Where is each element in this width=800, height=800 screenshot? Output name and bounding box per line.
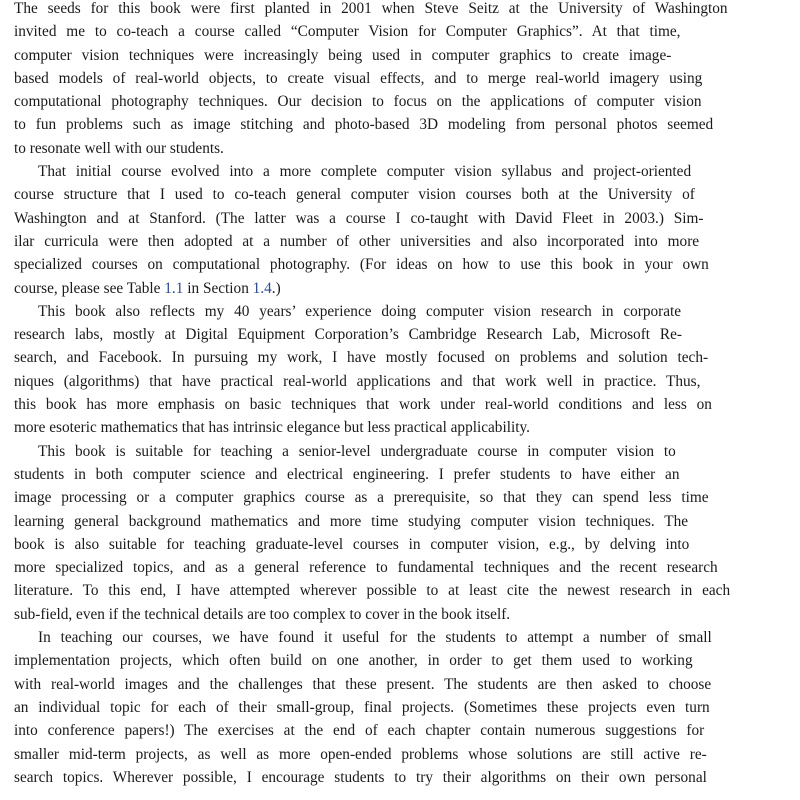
text-run: course, please see Table [14,279,165,297]
text-line [14,90,787,113]
text-line [14,207,787,230]
text-run: That initial course evolved into a more complete computer vision syllabus and project-oriented [38,163,692,181]
text-line [14,743,787,766]
text-run: computational photography techniques. Our decision to focus on the applications of computer vision [14,93,702,111]
text-line [14,393,787,416]
text-run: implementation projects, which often build on one another, in order to get them used to working [14,652,693,670]
text-run: in Section [183,279,253,297]
text-run: specialized courses on computational photography. (For ideas on how to use this book in your own [14,256,709,274]
text-run: The seeds for this book were first planted in 2001 when Steve Seitz at the University of Washington [14,0,728,17]
text-line [14,766,787,789]
text-line [14,160,787,183]
text-run: learning general background mathematics and more time studying computer vision techniques. The [14,512,689,530]
text-line [14,323,787,346]
text-line [14,230,787,253]
text-run: In teaching our courses, we have found it useful for the students to attempt a number of small [38,629,712,647]
text-run: smaller mid-term projects, as well as more open-ended problems whose solutions are still active re- [14,745,707,763]
text-run: image processing or a computer graphics course as a prerequisite, so that they can spend less time [14,489,709,507]
text-run: students in both computer science and electrical engineering. I prefer students to have either an [14,465,680,483]
text-line [14,673,787,696]
text-line [14,649,787,672]
text-line [14,579,787,602]
text-line [14,510,787,533]
text-line [14,603,787,626]
text-line [14,696,787,719]
text-line [14,533,787,556]
text-run: This book is suitable for teaching a senior-level undergraduate course in computer vision to [38,442,676,460]
text-run: niques (algorithms) that have practical real-world applications and that work well in practice. Thus, [14,372,701,390]
text-line [14,416,787,439]
text-line [14,626,787,649]
text-run: literature. To this end, I have attempted wherever possible to at least cite the newest research in each [14,582,731,600]
text-run: research labs, mostly at Digital Equipment Corporation’s Cambridge Research Lab, Microsoft Re- [14,326,682,344]
text-line [14,300,787,323]
cross-reference-link[interactable]: 1.4 [252,279,272,297]
text-run: invited me to co-teach a course called “Computer Vision for Computer Graphics”. At that time, [14,23,681,41]
text-run: computer vision techniques were increasingly being used in computer graphics to create image- [14,46,672,64]
text-line [14,113,787,136]
text-line [14,137,787,160]
text-line [14,44,787,67]
text-line [14,346,787,369]
text-run: into conference papers!) The exercises at the end of each chapter contain numerous suggestions for [14,722,705,740]
text-run: book is also suitable for teaching graduate-level courses in computer vision, e.g., by delving into [14,535,690,553]
text-run: course structure that I used to co-teach general computer vision courses both at the University of [14,186,695,204]
text-line [14,183,787,206]
text-line [14,486,787,509]
text-line [14,20,787,43]
text-line [14,370,787,393]
text-run: with real-world images and the challenges that these present. The students are then asked to choose [14,675,712,693]
text-run: search topics. Wherever possible, I encourage students to try their algorithms on their own personal [14,768,707,786]
text-run: Washington and at Stanford. (The latter was a course I co-taught with David Fleet in 2003.) Sim- [14,209,704,227]
text-run: an individual topic for each of their small-group, final projects. (Sometimes these projects even turn [14,698,710,716]
paragraph [14,440,787,626]
text-line [14,0,787,20]
text-line [14,463,787,486]
text-line [14,719,787,742]
text-run: to fun problems such as image stitching and photo-based 3D modeling from personal photos seemed [14,116,714,134]
book-page [14,0,787,800]
text-run: this book has more emphasis on basic techniques that work under real-world conditions and less on [14,396,712,414]
text-run: ilar curricula were then adopted at a number of other universities and also incorporated into more [14,232,700,250]
text-run: .) [271,279,281,297]
text-line [14,253,787,276]
paragraph [14,626,787,789]
paragraph [14,0,787,160]
text-run: more specialized topics, and as a general reference to fundamental techniques and the recent research [14,559,718,577]
text-line [14,277,787,300]
cross-reference-link[interactable]: 1.1 [164,279,184,297]
text-run: This book also reflects my 40 years’ experience doing computer vision research in corporate [38,302,682,320]
text-run: search, and Facebook. In pursuing my work, I have mostly focused on problems and solution tech- [14,349,709,367]
paragraph [14,160,787,300]
text-run: sub-field, even if the technical details are too complex to cover in the book itself. [14,605,511,623]
text-line [14,556,787,579]
text-run: based models of real-world objects, to create visual effects, and to merge real-world imagery using [14,69,703,87]
text-line [14,67,787,90]
text-run: to resonate well with our students. [14,139,224,157]
text-run: more esoteric mathematics that has intrinsic elegance but less practical applicability. [14,419,530,437]
text-line [14,440,787,463]
paragraph [14,300,787,440]
